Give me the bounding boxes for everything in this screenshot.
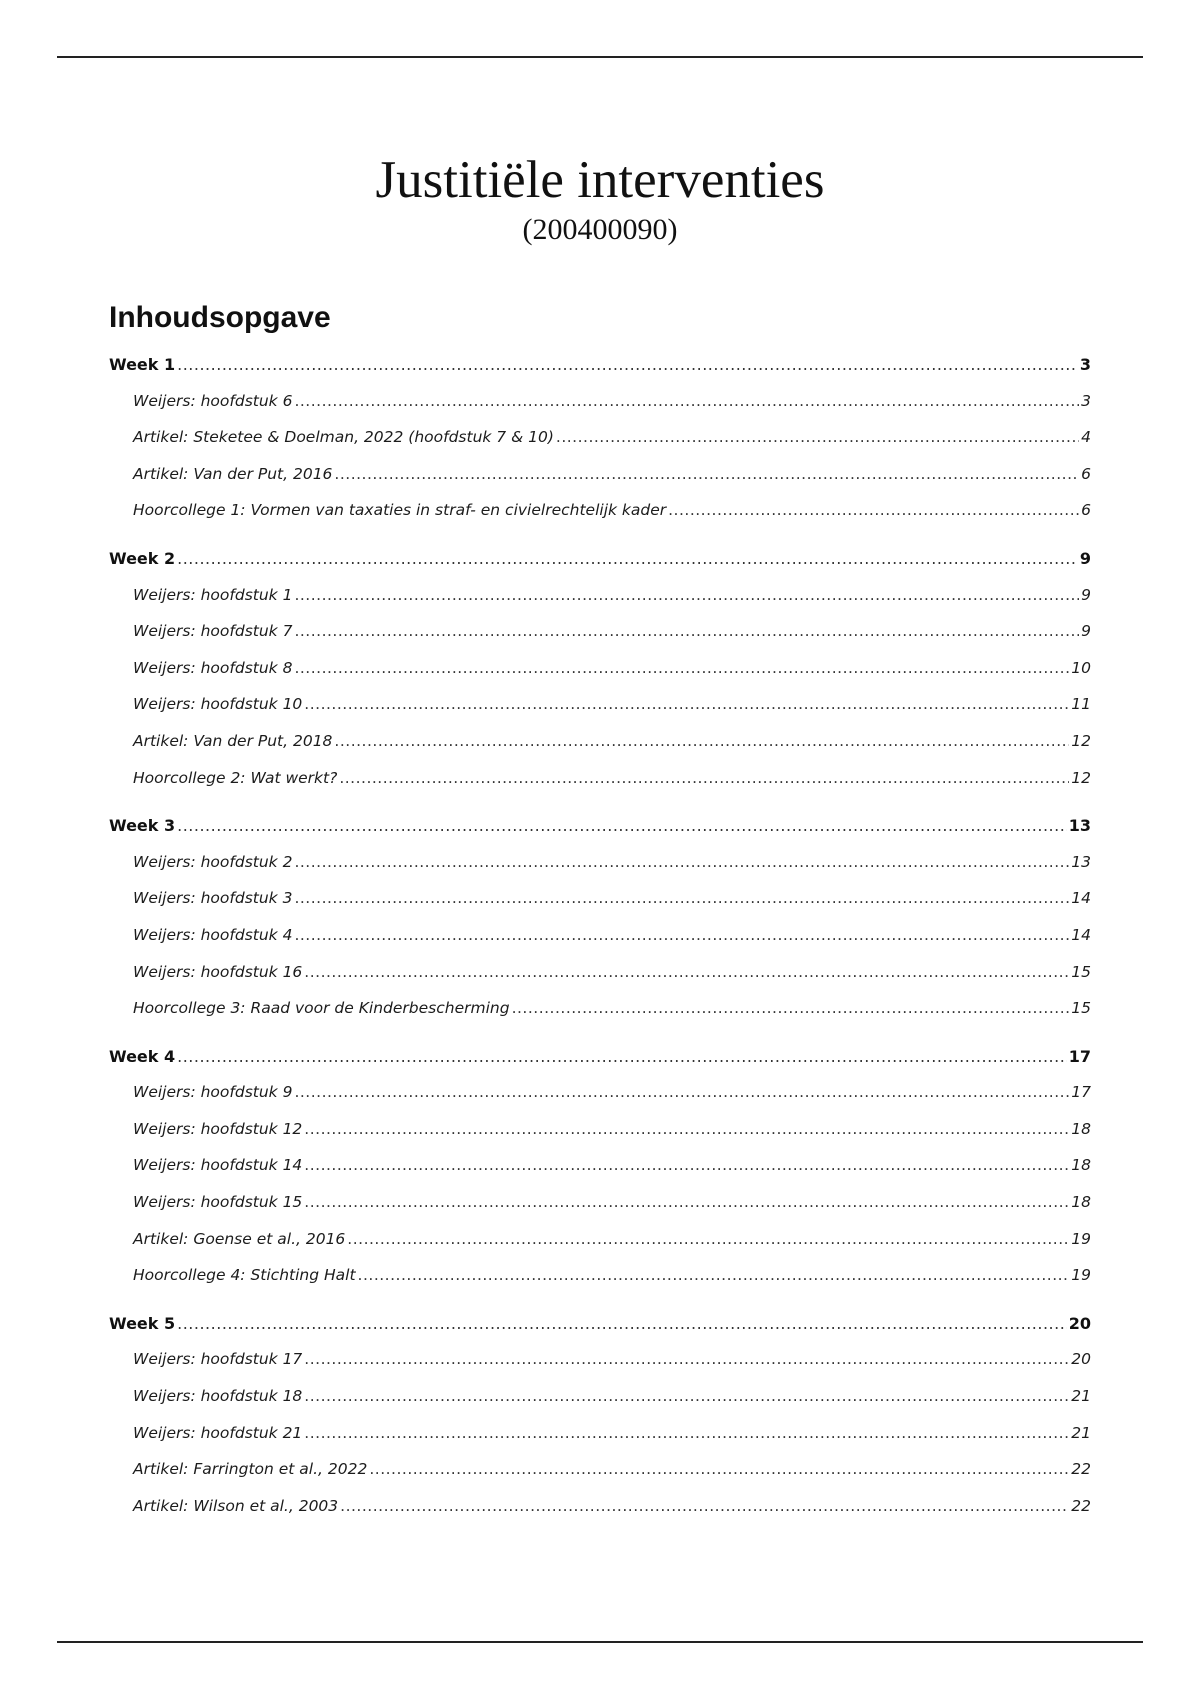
dot-leader [294, 853, 1069, 871]
toc-sub-entry[interactable] [109, 622, 1091, 659]
toc-page-number: 12 [1071, 768, 1091, 787]
dot-leader [177, 549, 1078, 568]
dot-leader [347, 1230, 1069, 1248]
toc-entry-label: Weijers: hoofdstuk 1 [133, 585, 293, 604]
toc-sub-entry[interactable] [109, 501, 1091, 538]
course-code: (200400090) [522, 213, 678, 246]
toc-page-number: 17 [1071, 1083, 1091, 1102]
toc-entry-label: Artikel: Steketee & Doelman, 2022 (hoofdstuk 7 & 10) [133, 428, 554, 447]
toc-page-number: 6 [1081, 464, 1091, 483]
toc-sub-entry[interactable] [109, 1497, 1091, 1534]
toc-page-number: 9 [1081, 622, 1091, 641]
dot-leader [304, 963, 1069, 981]
toc-sub-entry[interactable] [109, 1120, 1091, 1157]
toc-entry-label: Hoorcollege 2: Wat werkt? [133, 768, 338, 787]
toc-sub-entry[interactable] [109, 889, 1091, 926]
toc-entry-label: Artikel: Van der Put, 2016 [133, 464, 333, 483]
toc-entry-label: Week 1 [109, 355, 176, 374]
toc-page-number: 4 [1081, 428, 1091, 447]
toc-entry-label: Weijers: hoofdstuk 8 [133, 658, 293, 677]
toc-entry-label: Hoorcollege 3: Raad voor de Kinderbescherming [133, 999, 510, 1018]
toc-entry-label: Weijers: hoofdstuk 10 [133, 695, 303, 714]
dot-leader [177, 816, 1067, 835]
toc-sub-entry[interactable] [109, 1350, 1091, 1387]
toc-page-number: 15 [1071, 999, 1091, 1018]
dot-leader [177, 355, 1078, 374]
toc-entry-label: Weijers: hoofdstuk 6 [133, 391, 293, 410]
dot-leader [304, 1120, 1069, 1138]
toc-page-number: 19 [1071, 1266, 1091, 1285]
dot-leader [668, 501, 1079, 519]
dot-leader [304, 695, 1069, 713]
toc-page-number: 20 [1071, 1350, 1091, 1369]
toc-page-number: 9 [1079, 548, 1091, 568]
toc-entry-label: Artikel: Goense et al., 2016 [133, 1229, 346, 1248]
toc-page-number: 22 [1071, 1460, 1091, 1479]
dot-leader [334, 465, 1079, 483]
dot-leader [304, 1424, 1069, 1442]
toc-sub-entry[interactable] [109, 1083, 1091, 1120]
toc-entry-label: Hoorcollege 4: Stichting Halt [133, 1266, 356, 1285]
toc-sub-entry[interactable] [109, 1460, 1091, 1497]
toc-entry-label: Artikel: Farrington et al., 2022 [133, 1460, 368, 1479]
toc-sub-entry[interactable] [109, 392, 1091, 429]
toc-page-number: 3 [1081, 391, 1091, 410]
toc-entry-label: Week 4 [109, 1046, 176, 1066]
toc-page-number: 14 [1071, 889, 1091, 908]
dot-leader [369, 1460, 1069, 1478]
toc-entry-label: Weijers: hoofdstuk 2 [133, 852, 293, 871]
toc-page-number: 21 [1071, 1423, 1091, 1442]
toc-entry-label: Weijers: hoofdstuk 12 [133, 1119, 303, 1138]
toc-entry-label: Weijers: hoofdstuk 4 [133, 925, 293, 944]
dot-leader [304, 1193, 1069, 1211]
toc-entry-label: Weijers: hoofdstuk 18 [133, 1387, 303, 1406]
toc-page-number: 19 [1071, 1229, 1091, 1248]
dot-leader [334, 732, 1069, 750]
toc-page-number: 13 [1068, 816, 1091, 836]
toc-week-entry[interactable] [109, 549, 1091, 586]
toc-sub-entry[interactable] [109, 926, 1091, 963]
toc-heading: Inhoudsopgave [109, 301, 331, 334]
dot-leader [294, 622, 1079, 640]
toc-page-number: 10 [1071, 658, 1091, 677]
toc-entry-label: Weijers: hoofdstuk 16 [133, 962, 303, 981]
toc-entry-label: Artikel: Wilson et al., 2003 [133, 1496, 339, 1515]
toc-entry-label: Weijers: hoofdstuk 17 [133, 1350, 303, 1369]
toc-week-entry[interactable] [109, 816, 1091, 853]
toc-page-number: 14 [1071, 925, 1091, 944]
dot-leader [339, 769, 1069, 787]
toc-sub-entry[interactable] [109, 853, 1091, 890]
toc-entry-label: Weijers: hoofdstuk 3 [133, 889, 293, 908]
dot-leader [294, 1083, 1069, 1101]
dot-leader [294, 926, 1069, 944]
toc-sub-entry[interactable] [109, 465, 1091, 502]
toc-sub-entry[interactable] [109, 695, 1091, 732]
toc-sub-entry[interactable] [109, 1193, 1091, 1230]
toc-page-number: 3 [1079, 355, 1091, 374]
toc-entry-label: Weijers: hoofdstuk 15 [133, 1193, 303, 1212]
toc-sub-entry[interactable] [109, 999, 1091, 1036]
toc-entry-label: Weijers: hoofdstuk 21 [133, 1423, 303, 1442]
toc-sub-entry[interactable] [109, 428, 1091, 465]
toc-sub-entry[interactable] [109, 1156, 1091, 1193]
toc-page-number: 9 [1081, 585, 1091, 604]
toc-sub-entry[interactable] [109, 732, 1091, 769]
toc-sub-entry[interactable] [109, 1230, 1091, 1267]
toc-entry-label: Hoorcollege 1: Vormen van taxaties in straf- en civielrechtelijk kader [133, 501, 667, 520]
dot-leader [358, 1266, 1070, 1284]
toc-page-number: 22 [1071, 1496, 1091, 1515]
toc-page-number: 15 [1071, 962, 1091, 981]
document-title: Justitiële interventies [375, 151, 825, 209]
dot-leader [294, 392, 1079, 410]
dot-leader [304, 1350, 1069, 1368]
header-rule [57, 56, 1143, 58]
toc-page-number: 18 [1071, 1193, 1091, 1212]
toc-page-number: 13 [1071, 852, 1091, 871]
dot-leader [294, 586, 1079, 604]
toc-entry-label: Week 5 [109, 1313, 176, 1333]
toc-week-entry[interactable] [109, 355, 1091, 392]
toc-page-number: 17 [1068, 1046, 1091, 1066]
toc-sub-entry[interactable] [109, 1387, 1091, 1424]
dot-leader [177, 1314, 1067, 1333]
toc-page-number: 6 [1081, 501, 1091, 520]
dot-leader [294, 889, 1069, 907]
toc-sub-entry[interactable] [109, 1424, 1091, 1461]
dot-leader [556, 428, 1079, 446]
toc-page-number: 18 [1071, 1156, 1091, 1175]
toc-sub-entry[interactable] [109, 586, 1091, 623]
toc-entry-label: Artikel: Van der Put, 2018 [133, 731, 333, 750]
table-of-contents [109, 355, 1091, 1533]
toc-page-number: 12 [1071, 731, 1091, 750]
toc-week-entry[interactable] [109, 1314, 1091, 1351]
toc-entry-label: Week 2 [109, 548, 176, 568]
toc-entry-label: Weijers: hoofdstuk 7 [133, 622, 293, 641]
toc-page-number: 18 [1071, 1119, 1091, 1138]
dot-leader [340, 1497, 1069, 1515]
footer-rule [57, 1641, 1143, 1643]
toc-entry-label: Weijers: hoofdstuk 9 [133, 1083, 293, 1102]
toc-entry-label: Week 3 [109, 816, 176, 836]
dot-leader [294, 659, 1069, 677]
toc-sub-entry[interactable] [109, 963, 1091, 1000]
toc-sub-entry[interactable] [109, 659, 1091, 696]
toc-entry-label: Weijers: hoofdstuk 14 [133, 1156, 303, 1175]
toc-sub-entry[interactable] [109, 1266, 1091, 1303]
dot-leader [512, 999, 1070, 1017]
dot-leader [304, 1387, 1069, 1405]
toc-page-number: 11 [1071, 695, 1091, 714]
toc-week-entry[interactable] [109, 1047, 1091, 1084]
toc-page-number: 21 [1071, 1387, 1091, 1406]
dot-leader [177, 1047, 1067, 1066]
toc-page-number: 20 [1068, 1313, 1091, 1333]
dot-leader [304, 1156, 1069, 1174]
toc-sub-entry[interactable] [109, 769, 1091, 806]
